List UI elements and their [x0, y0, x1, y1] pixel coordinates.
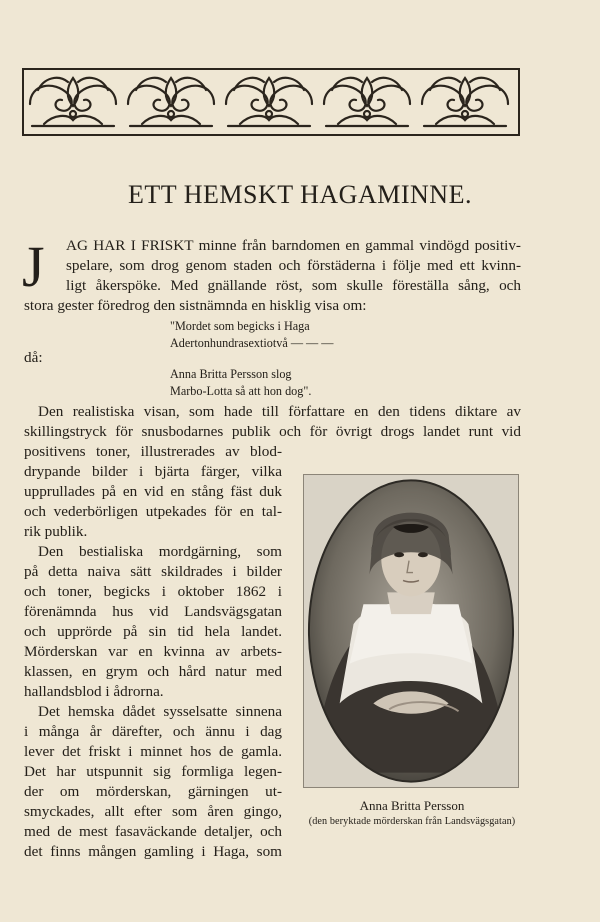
text-line: förenämnda hus vid Landsvägsgatan: [24, 603, 282, 620]
verse-line: Marbo-Lotta så att hon dog".: [170, 384, 312, 398]
text-line: hallandsblod i ådrorna.: [24, 683, 164, 700]
text-line: Den bestialiska mordgärning, som: [38, 543, 282, 560]
text-line: drypande bilder i bjärta färger, vilka: [24, 463, 282, 480]
article-title: ETT HEMSKT HAGAMINNE.: [128, 180, 472, 209]
decorative-header-ornament: [22, 68, 520, 136]
verse-connector: då:: [24, 349, 43, 366]
woman-portrait-icon: [304, 475, 518, 787]
text-line: spelare, som drog genom staden och förstäderna i följe med ett kvinn-: [66, 257, 521, 274]
verse-line: Adertonhundrasextiotvå — — —: [170, 336, 334, 350]
text-line: der om mörderskan, gärningen ut-: [24, 783, 282, 800]
text-line: Det hemska dådet sysselsatte sinnena: [38, 703, 282, 720]
text-line: skillingstryck för snusbodarnes publik och för övrigt drogs landet runt vid: [24, 423, 521, 440]
text-line: lever det friskt i minnet hos de gamla.: [24, 743, 282, 760]
text-line: Mörderskan var en kvinna av arbets-: [24, 643, 282, 660]
drop-cap: J: [22, 234, 45, 299]
text-line: på detta naiva sätt skildrades i bilder: [24, 563, 282, 580]
figure-caption-description: (den beryktade mörderskan från Landsvägsgatan): [308, 816, 516, 827]
text-line: AG HAR I FRISKT minne från barndomen en gammal vindögd positiv-: [66, 237, 521, 254]
text-line: positivens toner, illustrerades av blod-: [24, 443, 282, 460]
floral-ornament-icon: [24, 70, 518, 134]
text-line: klassen, en grym och hård natur med: [24, 663, 282, 680]
text-line: ligt åkerspöke. Med gnällande röst, som skulle föreställa sång, och: [66, 277, 521, 294]
verse-line: Anna Britta Persson slog: [170, 367, 292, 381]
text-line: med de mest fasaväckande detaljer, och: [24, 823, 282, 840]
text-line: smyckades, allt efter som åren gingo,: [24, 803, 282, 820]
verse-line: "Mordet som begicks i Haga: [170, 319, 310, 333]
text-line: stora gester föredrog den sistnämnda en hisklig visa om:: [24, 297, 367, 314]
text-line: det finns mången gamling i Haga, som: [24, 843, 282, 860]
portrait-photo: [303, 474, 519, 788]
text-line: upprullades på en vid en stång fäst duk: [24, 483, 282, 500]
text-line: i många år därefter, och ännu i dag: [24, 723, 282, 740]
text-line: och toner, begicks i oktober 1862 i: [24, 583, 282, 600]
text-line: och upprörde på sin tid hela landet.: [24, 623, 282, 640]
text-line: och vederbörligen utpekades för en tal-: [24, 503, 282, 520]
text-line: Det har utspunnit sig formliga legen-: [24, 763, 282, 780]
text-line: Den realistiska visan, som hade till författare en den tidens diktare av: [38, 403, 521, 420]
figure-caption-name: Anna Britta Persson: [359, 798, 465, 813]
text-line: rik publik.: [24, 523, 88, 540]
